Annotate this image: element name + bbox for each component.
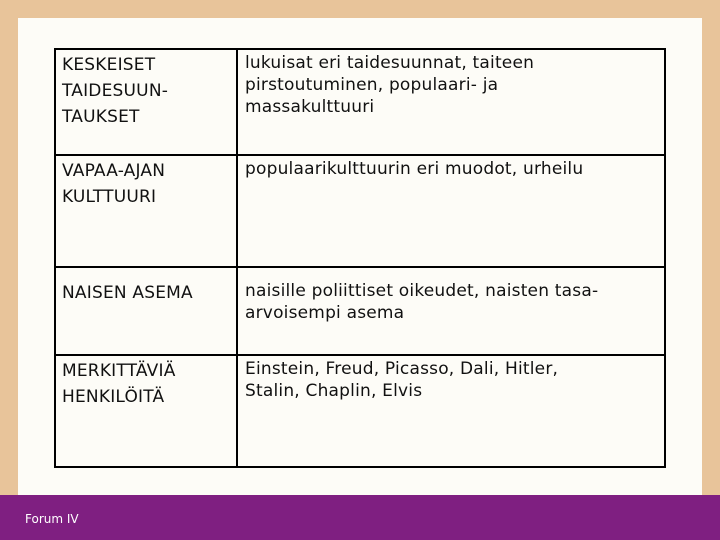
row-description: naisille poliittiset oikeudet, naisten tasa- arvoisempi asema — [237, 267, 665, 355]
row-description: Einstein, Freud, Picasso, Dali, Hitler, Stalin, Chaplin, Elvis — [237, 355, 665, 467]
table-row — [55, 155, 665, 267]
row-heading: KESKEISET TAIDESUUN- TAUKSET — [55, 49, 237, 155]
footer-label: Forum IV — [25, 512, 79, 526]
row-heading: NAISEN ASEMA — [55, 267, 237, 355]
footer-bar — [0, 495, 720, 540]
table-row — [55, 49, 665, 155]
table-row — [55, 267, 665, 355]
topics-table — [54, 48, 666, 468]
table-row — [55, 355, 665, 467]
row-heading: MERKITTÄVIÄ HENKILÖITÄ — [55, 355, 237, 467]
row-description: populaarikulttuurin eri muodot, urheilu — [237, 155, 665, 267]
row-heading: VAPAA-AJAN KULTTUURI — [55, 155, 237, 267]
row-description: lukuisat eri taidesuunnat, taiteen pirstoutuminen, populaari- ja massakulttuuri — [237, 49, 665, 155]
